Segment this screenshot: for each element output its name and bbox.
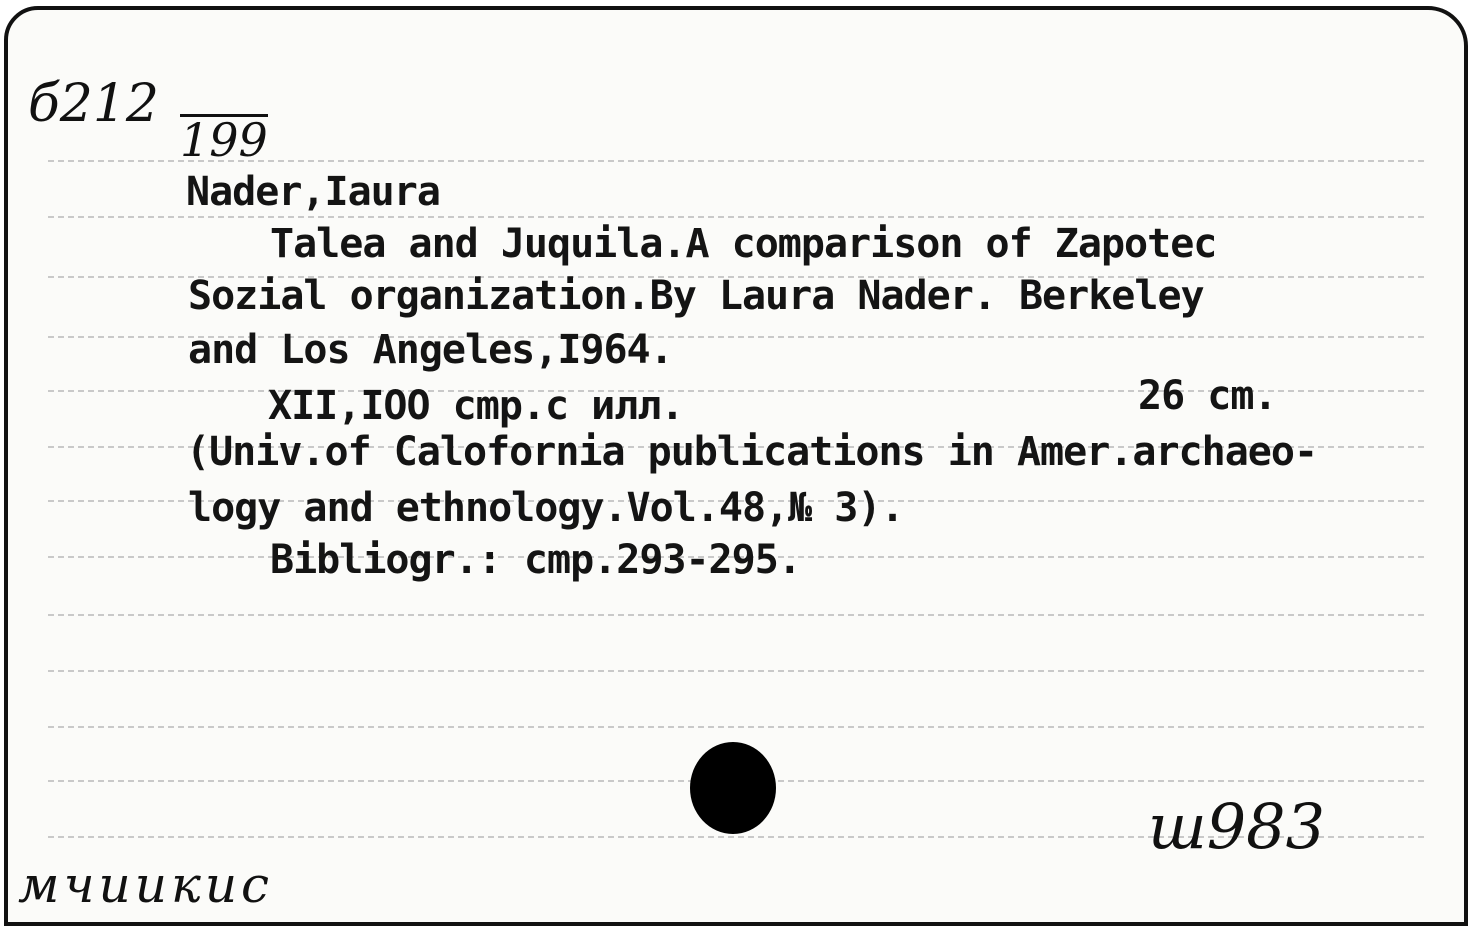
call-number-sub: 199	[180, 113, 268, 167]
size: 26 cm.	[1138, 373, 1277, 419]
title-line-3: and Los Angeles,I964.	[188, 327, 673, 373]
bibliography-note: Bibliogr.: cmp.293-295.	[270, 537, 801, 583]
series-line-1: (Univ.of Calofornia publications in Amer.archaeo-	[186, 429, 1318, 475]
author-heading: Nader,Iaura	[186, 169, 440, 215]
card-rule	[48, 614, 1424, 616]
inventory-number: ш983	[1148, 790, 1326, 863]
card-rule	[48, 670, 1424, 672]
pagination: XII,IOO cmp.c илл.	[268, 383, 684, 429]
series-line-2: logy and ethnology.Vol.48,№ 3).	[188, 485, 904, 531]
department-stamp: мчиикис	[18, 856, 274, 914]
title-line-2: Sozial organization.By Laura Nader. Berkeley	[188, 273, 1204, 319]
punch-hole	[690, 742, 776, 834]
title-line-1: Talea and Juquila.A comparison of Zapotec	[270, 221, 1217, 267]
card-rule	[48, 726, 1424, 728]
call-number: б212	[28, 74, 159, 134]
card-rule	[48, 216, 1424, 218]
